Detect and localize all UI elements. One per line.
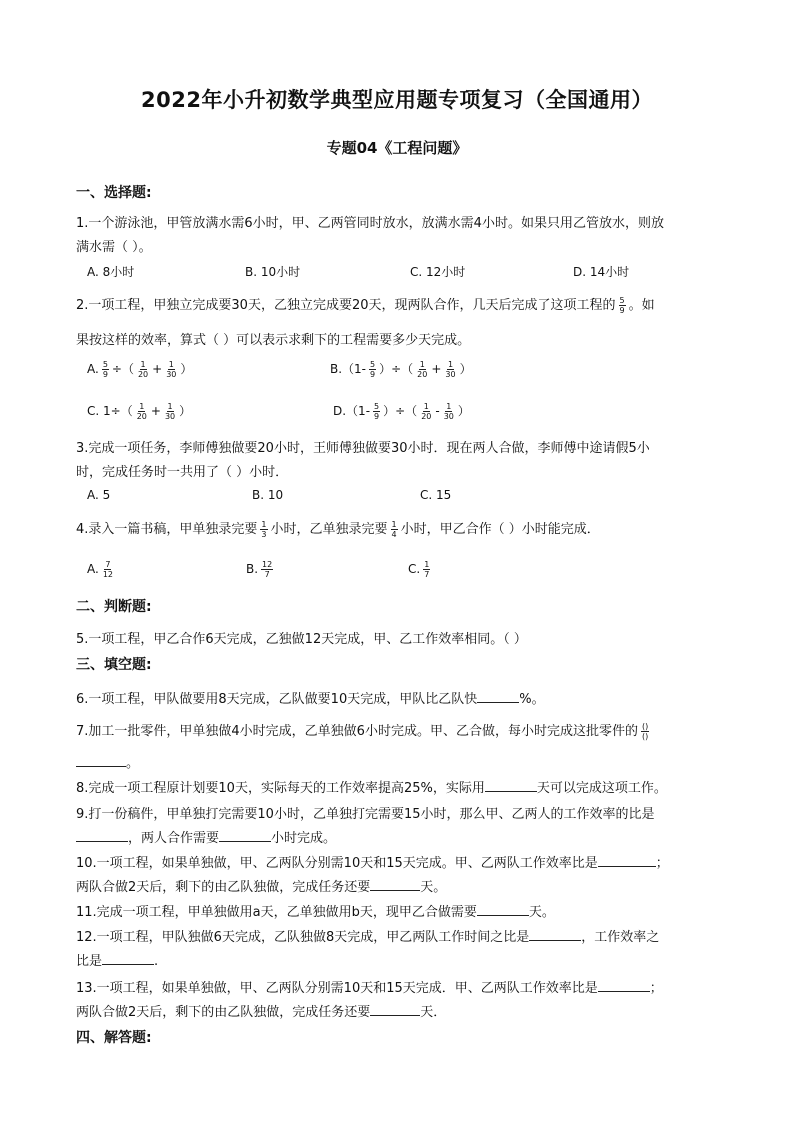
section-answer: 四、解答题:: [76, 1030, 152, 1046]
q1-option-c: C. 12小时: [410, 265, 466, 279]
q3-line2: 时，完成任务时一共用了（ ）小时．: [76, 465, 289, 480]
q8-line: 8.完成一项工程原计划要10天，实际每天的工作效率提高25%，实际用 天可以完成这项工作。: [76, 781, 667, 796]
q1-line1: 1.一个游泳池，甲管放满水需6小时，甲、乙两管同时放水，放满水需4小时。如果只用乙管放水，则放: [76, 216, 664, 231]
q9-blank-ratio[interactable]: [76, 829, 128, 842]
q12-line1: 12.一项工程，甲队独做6天完成，乙队独做8天完成，甲乙两队工作时间之比是 ，工作效率之: [76, 930, 660, 945]
q9-blank-hours[interactable]: [219, 829, 271, 842]
q2-option-d: D.（1- $\frac{5}{9}$ ）÷（ $\frac{1}{20}$ - $\frac{1}{30}$ ）: [333, 402, 470, 421]
q1-option-a: A. 8小时: [87, 265, 135, 279]
q2-line1: 2.一项工程，甲独立完成要30天，乙独立完成要20天，现两队合作，几天后完成了这项工程的 $\frac{5}{9}$ 。如: [76, 296, 655, 315]
q5-line: 5.一项工程，甲乙合作6天完成，乙独做12天完成，甲、乙工作效率相同。（ ）: [76, 632, 527, 647]
q1-line2: 满水需（ ）。: [76, 240, 152, 255]
q2-text-a: 2.一项工程，甲独立完成要30天，乙独立完成要20天，现两队合作，几天后完成了这项工程的: [76, 298, 616, 313]
q7-blank[interactable]: [76, 754, 126, 767]
q7-line1: 7.加工一批零件，甲单独做4小时完成，乙单独做6小时完成。甲、乙合做，每小时完成这批零件的 $\frac{()}{()}$: [76, 722, 649, 741]
q2-fraction: $\frac{5}{9}$: [619, 296, 625, 315]
q4-option-a: A. $\frac{7}{12}$: [87, 560, 113, 579]
q11-blank[interactable]: [477, 903, 529, 916]
q13-line2: 两队合做2天后，剩下的由乙队独做，完成任务还要 天．: [76, 1005, 447, 1020]
q3-option-c: C. 15: [420, 488, 452, 502]
q1-option-b: B. 10小时: [245, 265, 301, 279]
q10-line1: 10.一项工程，如果单独做，甲、乙两队分别需10天和15天完成。甲、乙两队工作效率比是 ；: [76, 856, 669, 871]
q13-blank-ratio[interactable]: [598, 979, 650, 992]
q4-option-b: B. $\frac{12}{7}$: [246, 560, 273, 579]
q13-line1: 13.一项工程，如果单独做，甲、乙两队分别需10天和15天完成．甲、乙两队工作效率比是 ；: [76, 981, 663, 996]
page-subtitle: 专题04《工程问题》: [326, 139, 468, 157]
q8-blank[interactable]: [485, 779, 537, 792]
q2-line2: 果按这样的效率，算式（ ）可以表示求剩下的工程需要多少天完成。: [76, 333, 471, 348]
q6-blank[interactable]: [477, 690, 519, 703]
q11-line: 11.完成一项工程，甲单独做用a天，乙单独做用b天，现甲乙合做需要 天。: [76, 905, 555, 920]
q10-blank-days[interactable]: [370, 878, 420, 891]
q6-line: 6.一项工程，甲队做要用8天完成，乙队做要10天完成，甲队比乙队快 %。: [76, 692, 545, 707]
q9-line2: ，两人合作需要 小时完成。: [76, 827, 336, 846]
q7-line2: 。: [76, 752, 139, 771]
q3-option-a: A. 5: [87, 488, 111, 502]
q3-line1: 3.完成一项任务，李师傅独做要20小时，王师傅独做要30小时．现在两人合做，李师傅中途请假5小: [76, 441, 650, 456]
q4-line1: 4.录入一篇书稿，甲单独录完要 $\frac{1}{3}$ 小时，乙单独录完要 $\frac{1}{4}$ 小时，甲乙合作（ ）小时能完成．: [76, 520, 600, 539]
q1-option-d: D. 14小时: [573, 265, 630, 279]
q10-line2: 两队合做2天后，剩下的由乙队独做，完成任务还要 天。: [76, 880, 447, 895]
q4-option-c: C. $\frac{1}{7}$: [408, 560, 430, 579]
q12-blank-efficiency[interactable]: [102, 952, 154, 965]
page-title: 2022年小升初数学典型应用题专项复习（全国通用）: [141, 88, 653, 112]
section-judge: 二、判断题:: [76, 599, 152, 615]
section-choice: 一、选择题:: [76, 185, 152, 201]
q10-blank-ratio[interactable]: [598, 854, 656, 867]
q3-option-b: B. 10: [252, 488, 284, 502]
q12-blank-time[interactable]: [529, 928, 581, 941]
q9-line1: 9.打一份稿件，甲单独打完需要10小时，乙单独打完需要15小时，那么甲、乙两人的工作效率的比是: [76, 807, 655, 822]
q2-option-b: B.（1- $\frac{5}{9}$ ）÷（ $\frac{1}{20}$ + $\frac{1}{30}$ ）: [330, 360, 472, 379]
q2-option-a: A. $\frac{5}{9}$ ÷（ $\frac{1}{20}$ + $\frac{1}{30}$ ）: [87, 360, 193, 379]
q2-option-c: C. 1÷（ $\frac{1}{20}$ + $\frac{1}{30}$ ）: [87, 402, 192, 421]
q13-blank-days[interactable]: [370, 1003, 420, 1016]
q12-line2: 比是 .: [76, 954, 159, 969]
section-fill: 三、填空题:: [76, 657, 152, 673]
